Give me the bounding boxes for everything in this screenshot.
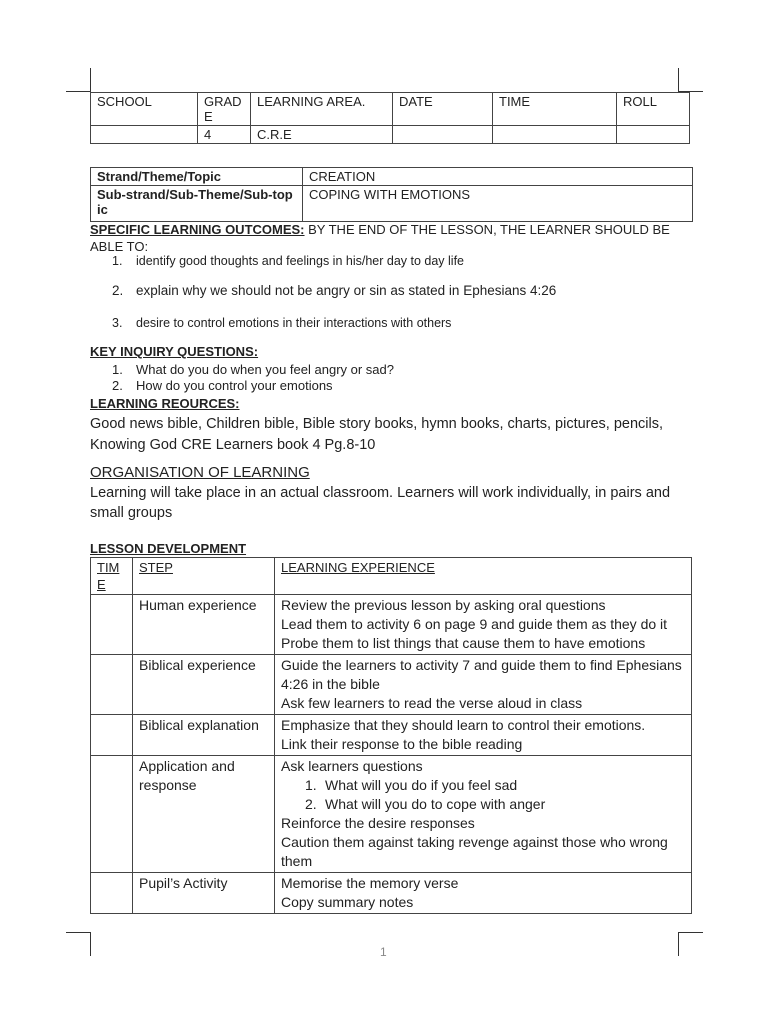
resources-title: LEARNING REOURCES: — [90, 396, 240, 411]
sub-strand-value: COPING WITH EMOTIONS — [303, 186, 693, 222]
outcomes-intro: BY THE END OF THE LESSON, THE LEARNER SHOULD BE ABLE TO: — [90, 222, 670, 254]
page-number: 1 — [380, 945, 387, 959]
step-cell: Biblical explanation — [133, 715, 275, 756]
table-row — [91, 715, 692, 756]
date-value — [393, 126, 493, 144]
experience-line: Memorise the memory verse — [281, 875, 459, 891]
list-item: 2. What will you do to cope with anger — [305, 796, 546, 812]
experience-cell — [275, 715, 692, 756]
strand-value: CREATION — [303, 168, 693, 186]
strand-row — [91, 168, 693, 186]
crop-mark-top-left-h — [66, 91, 90, 92]
crop-mark-top-right-v — [678, 68, 679, 92]
outcomes-heading — [90, 221, 690, 255]
time-cell — [91, 655, 133, 715]
experience-cell — [275, 595, 692, 655]
experience-line: Guide the learners to activity 7 and guide them to find Ephesians 4:26 in the bible — [281, 657, 682, 692]
crop-mark-bottom-right-v — [678, 932, 679, 956]
table-row — [91, 595, 692, 655]
school-label: SCHOOL — [91, 93, 198, 126]
experience-cell — [275, 756, 692, 873]
inquiry-list — [112, 362, 394, 394]
step-cell: Human experience — [133, 595, 275, 655]
crop-mark-bottom-left-v — [90, 932, 91, 956]
experience-cell — [275, 655, 692, 715]
time-cell — [91, 595, 133, 655]
list-item: 2. explain why we should not be angry or sin as stated in Ephesians 4:26 — [112, 283, 557, 298]
experience-line: Probe them to list things that cause them to have emotions — [281, 635, 646, 651]
strand-table — [90, 167, 693, 222]
time-value — [493, 126, 617, 144]
time-cell — [91, 715, 133, 756]
list-item: 1. What do you do when you feel angry or sad? — [112, 362, 394, 377]
strand-label: Strand/Theme/Topic — [91, 168, 303, 186]
outcomes-title: SPECIFIC LEARNING OUTCOMES: — [90, 222, 305, 237]
experience-line: Caution them against taking revenge against those who wrong them — [281, 834, 668, 869]
learning-area-label: LEARNING AREA. — [251, 93, 393, 126]
time-cell — [91, 873, 133, 914]
list-item: 2. How do you control your emotions — [112, 378, 333, 393]
date-label: DATE — [393, 93, 493, 126]
step-header: STEP — [133, 558, 275, 595]
experience-cell — [275, 873, 692, 914]
list-item: 1. What will you do if you feel sad — [305, 777, 518, 793]
crop-mark-top-left-v — [90, 68, 91, 92]
experience-line: Reinforce the desire responses — [281, 815, 475, 831]
experience-line: Copy summary notes — [281, 894, 414, 910]
time-cell — [91, 756, 133, 873]
list-item: 1. identify good thoughts and feelings in his/her day to day life — [112, 254, 464, 268]
time-header: TIM E — [91, 558, 133, 595]
sub-strand-label: Sub-strand/Sub-Theme/Sub-top ic — [91, 186, 303, 222]
grade-label: GRAD E — [198, 93, 251, 126]
crop-mark-bottom-left-h — [66, 932, 90, 933]
table-row — [91, 756, 692, 873]
experience-line: Review the previous lesson by asking oral questions — [281, 597, 606, 613]
organisation-text: Learning will take place in an actual classroom. Learners will work individually, in pairs and small groups — [90, 485, 671, 521]
step-cell: Pupil’s Activity — [133, 873, 275, 914]
header-row-labels — [91, 93, 690, 126]
resources-text: Good news bible, Children bible, Bible story books, hymn books, charts, pictures, pencils, Knowing God CRE Learners book 4 Pg.8-10 — [90, 416, 664, 453]
experience-line: Ask few learners to read the verse aloud in class — [281, 695, 583, 711]
lesson-header-row — [91, 558, 692, 595]
lesson-table — [90, 557, 692, 914]
crop-mark-bottom-right-h — [679, 932, 703, 933]
experience-line: Link their response to the bible reading — [281, 736, 523, 752]
school-value — [91, 126, 198, 144]
experience-line: Emphasize that they should learn to control their emotions. — [281, 717, 646, 733]
table-row — [91, 873, 692, 914]
inquiry-title: KEY INQUIRY QUESTIONS: — [90, 344, 259, 359]
sub-strand-row — [91, 186, 693, 222]
roll-label: ROLL — [617, 93, 690, 126]
roll-value — [617, 126, 690, 144]
time-label: TIME — [493, 93, 617, 126]
learning-area-value: C.R.E — [251, 126, 393, 144]
experience-line: Lead them to activity 6 on page 9 and guide them as they do it — [281, 616, 668, 632]
grade-value: 4 — [198, 126, 251, 144]
step-cell: Application and response — [133, 756, 275, 873]
header-row-values — [91, 126, 690, 144]
experience-line: Ask learners questions — [281, 758, 423, 774]
organisation-title: ORGANISATION OF LEARNING — [90, 464, 310, 481]
header-table — [90, 92, 690, 144]
experience-header: LEARNING EXPERIENCE — [275, 558, 692, 595]
lesson-title: LESSON DEVELOPMENT — [90, 541, 247, 556]
step-cell: Biblical experience — [133, 655, 275, 715]
table-row — [91, 655, 692, 715]
list-item: 3. desire to control emotions in their interactions with others — [112, 316, 452, 330]
